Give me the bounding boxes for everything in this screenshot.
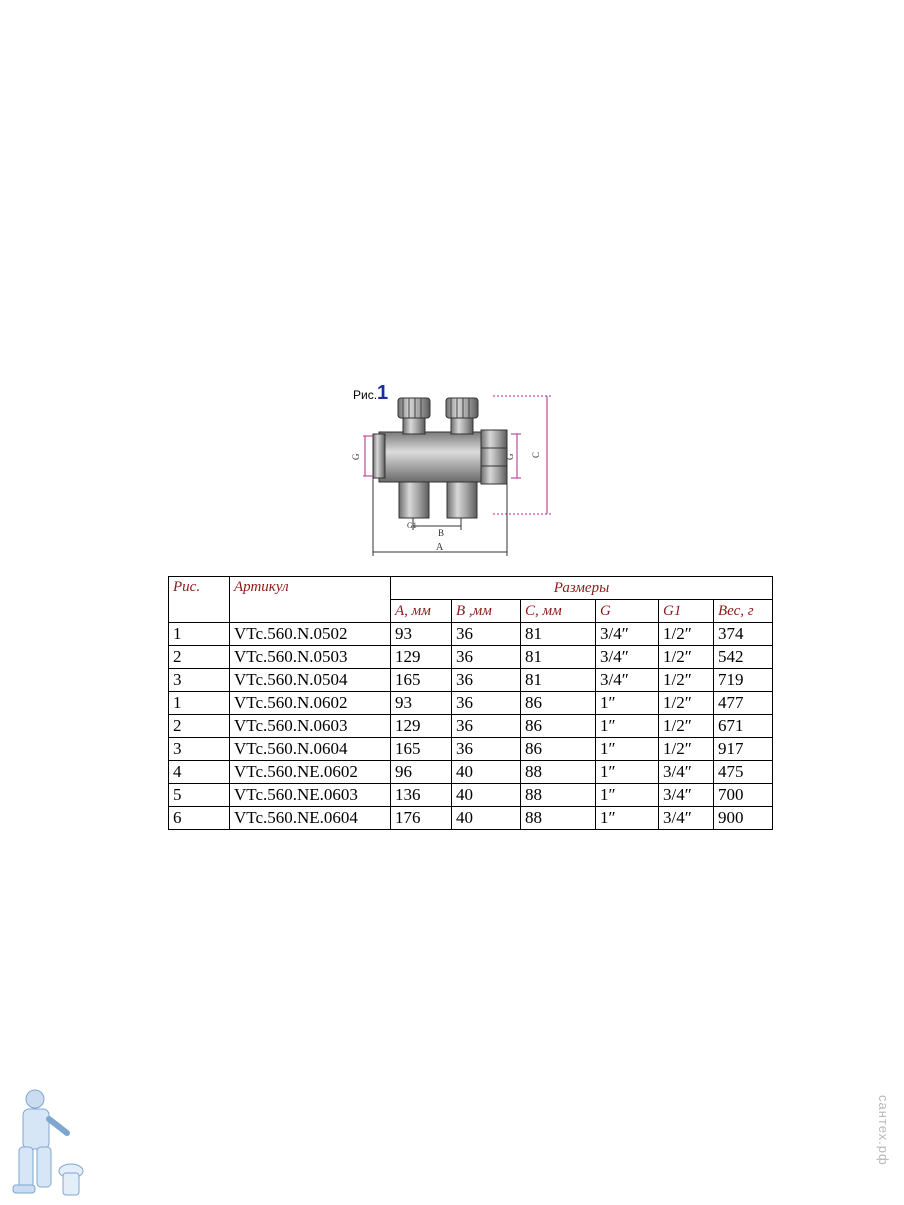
table-row bbox=[169, 807, 773, 830]
cell-b: 40 bbox=[452, 807, 521, 830]
table-row bbox=[169, 669, 773, 692]
cell-a: 96 bbox=[391, 761, 452, 784]
cell-a: 129 bbox=[391, 715, 452, 738]
cell-c: 81 bbox=[521, 646, 596, 669]
cell-weight: 917 bbox=[714, 738, 773, 761]
cell-artikul: VTc.560.NE.0602 bbox=[230, 761, 391, 784]
cell-b: 40 bbox=[452, 784, 521, 807]
header-a: A, мм bbox=[391, 600, 452, 623]
cell-g: 3/4″ bbox=[596, 623, 659, 646]
cell-weight: 477 bbox=[714, 692, 773, 715]
cell-weight: 374 bbox=[714, 623, 773, 646]
dim-c-label: C bbox=[531, 451, 541, 458]
table-row bbox=[169, 623, 773, 646]
cell-g: 1″ bbox=[596, 761, 659, 784]
outlet-left bbox=[399, 482, 429, 518]
header-g1: G1 bbox=[659, 600, 714, 623]
header-g: G bbox=[596, 600, 659, 623]
cell-artikul: VTc.560.N.0504 bbox=[230, 669, 391, 692]
cell-b: 36 bbox=[452, 692, 521, 715]
cell-ris: 1 bbox=[169, 692, 230, 715]
header-c: C, мм bbox=[521, 600, 596, 623]
cell-ris: 1 bbox=[169, 623, 230, 646]
cell-c: 88 bbox=[521, 784, 596, 807]
cell-g1: 1/2″ bbox=[659, 646, 714, 669]
cell-g: 1″ bbox=[596, 715, 659, 738]
manifold-drawing bbox=[343, 378, 565, 568]
cell-g1: 1/2″ bbox=[659, 669, 714, 692]
cell-a: 176 bbox=[391, 807, 452, 830]
cell-b: 36 bbox=[452, 646, 521, 669]
cell-c: 86 bbox=[521, 692, 596, 715]
cell-g: 3/4″ bbox=[596, 646, 659, 669]
table-row bbox=[169, 784, 773, 807]
cell-weight: 900 bbox=[714, 807, 773, 830]
cell-g1: 1/2″ bbox=[659, 692, 714, 715]
figure-label-prefix: Рис. bbox=[353, 388, 378, 402]
cell-a: 136 bbox=[391, 784, 452, 807]
header-artikul: Артикул bbox=[230, 577, 391, 623]
cell-weight: 671 bbox=[714, 715, 773, 738]
table-header-row bbox=[169, 577, 773, 600]
cell-g1: 3/4″ bbox=[659, 807, 714, 830]
cell-g: 3/4″ bbox=[596, 669, 659, 692]
cell-b: 36 bbox=[452, 623, 521, 646]
cell-a: 93 bbox=[391, 692, 452, 715]
cell-b: 36 bbox=[452, 715, 521, 738]
header-ris: Рис. bbox=[169, 577, 230, 623]
table-row bbox=[169, 646, 773, 669]
cell-a: 93 bbox=[391, 623, 452, 646]
cell-c: 81 bbox=[521, 623, 596, 646]
table-row bbox=[169, 715, 773, 738]
cell-a: 165 bbox=[391, 669, 452, 692]
right-nut bbox=[481, 430, 507, 484]
cell-g1: 3/4″ bbox=[659, 761, 714, 784]
cell-c: 86 bbox=[521, 715, 596, 738]
cell-artikul: VTc.560.N.0604 bbox=[230, 738, 391, 761]
cell-weight: 700 bbox=[714, 784, 773, 807]
table-row bbox=[169, 692, 773, 715]
cell-artikul: VTc.560.N.0503 bbox=[230, 646, 391, 669]
cell-b: 40 bbox=[452, 761, 521, 784]
cell-weight: 475 bbox=[714, 761, 773, 784]
left-thread bbox=[373, 434, 385, 478]
cell-g1: 1/2″ bbox=[659, 623, 714, 646]
cell-g1: 1/2″ bbox=[659, 715, 714, 738]
dim-a-label: A bbox=[436, 542, 444, 553]
cell-ris: 3 bbox=[169, 738, 230, 761]
cell-g1: 3/4″ bbox=[659, 784, 714, 807]
cell-b: 36 bbox=[452, 738, 521, 761]
cell-weight: 719 bbox=[714, 669, 773, 692]
table-body bbox=[169, 623, 773, 830]
cell-artikul: VTc.560.N.0602 bbox=[230, 692, 391, 715]
cell-artikul: VTc.560.NE.0603 bbox=[230, 784, 391, 807]
header-weight: Вес, г bbox=[714, 600, 773, 623]
cell-c: 81 bbox=[521, 669, 596, 692]
outlet-right bbox=[447, 482, 477, 518]
cell-g: 1″ bbox=[596, 738, 659, 761]
cell-c: 88 bbox=[521, 761, 596, 784]
table-row bbox=[169, 761, 773, 784]
cell-a: 165 bbox=[391, 738, 452, 761]
cell-a: 129 bbox=[391, 646, 452, 669]
cell-c: 88 bbox=[521, 807, 596, 830]
dim-g-right-label: G bbox=[505, 453, 515, 460]
cell-g: 1″ bbox=[596, 784, 659, 807]
cell-ris: 2 bbox=[169, 646, 230, 669]
cell-b: 36 bbox=[452, 669, 521, 692]
cell-c: 86 bbox=[521, 738, 596, 761]
spec-table bbox=[168, 576, 773, 830]
cell-ris: 6 bbox=[169, 807, 230, 830]
cell-artikul: VTc.560.N.0603 bbox=[230, 715, 391, 738]
header-razmery: Размеры bbox=[391, 577, 773, 600]
cell-ris: 5 bbox=[169, 784, 230, 807]
dim-g-left-label: G bbox=[351, 453, 361, 460]
cell-artikul: VTc.560.N.0502 bbox=[230, 623, 391, 646]
manifold-body bbox=[379, 432, 497, 482]
cell-weight: 542 bbox=[714, 646, 773, 669]
cell-g: 1″ bbox=[596, 692, 659, 715]
dim-g1-label: G1 bbox=[407, 521, 417, 530]
manifold-figure bbox=[343, 378, 565, 568]
cell-g: 1″ bbox=[596, 807, 659, 830]
dim-b-label: B bbox=[438, 528, 445, 538]
table-row bbox=[169, 738, 773, 761]
cell-ris: 3 bbox=[169, 669, 230, 692]
figure-label-number: 1 bbox=[377, 382, 389, 404]
cell-ris: 2 bbox=[169, 715, 230, 738]
cell-ris: 4 bbox=[169, 761, 230, 784]
plumber-mascot-icon bbox=[5, 1085, 85, 1200]
cell-artikul: VTc.560.NE.0604 bbox=[230, 807, 391, 830]
header-b: B ,мм bbox=[452, 600, 521, 623]
watermark-text: сантех.рф bbox=[876, 1095, 891, 1166]
cell-g1: 1/2″ bbox=[659, 738, 714, 761]
